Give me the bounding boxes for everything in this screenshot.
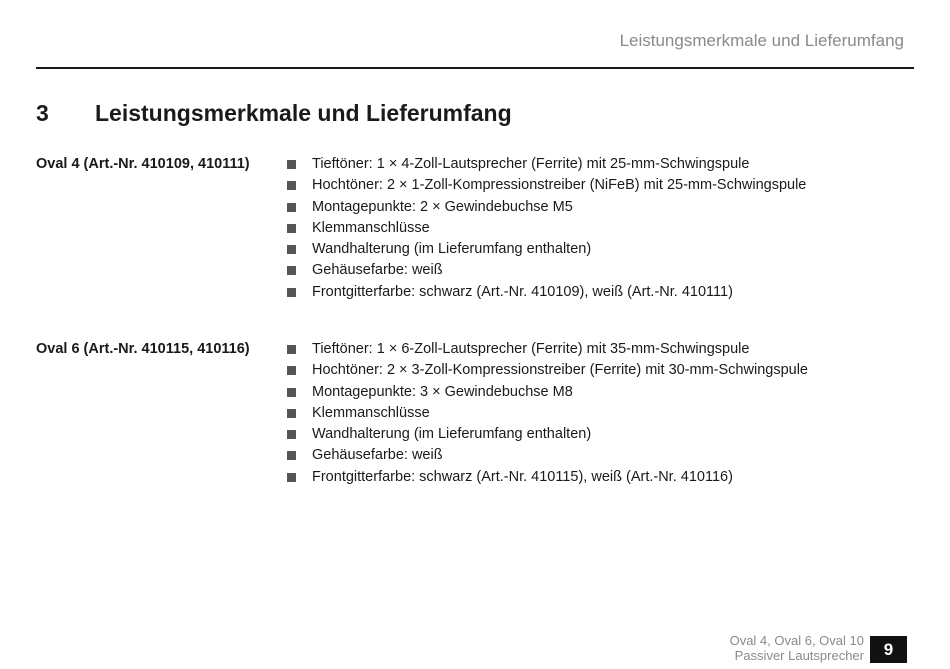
list-item xyxy=(287,382,808,403)
square-bullet-icon xyxy=(287,345,296,354)
square-bullet-icon xyxy=(287,266,296,275)
list-item-text: Wandhalterung (im Lieferumfang enthalten) xyxy=(312,426,592,443)
list-item-text: Montagepunkte: 3 × Gewindebuchse M8 xyxy=(312,383,573,400)
square-bullet-icon xyxy=(287,203,296,212)
header-divider xyxy=(36,67,914,69)
square-bullet-icon xyxy=(287,430,296,439)
list-item-text: Hochtöner: 2 × 3-Zoll-Kompressionstreiber (Ferrite) mit 30-mm-Schwingspule xyxy=(312,362,808,379)
list-item xyxy=(287,360,808,381)
list-item xyxy=(287,282,806,303)
square-bullet-icon xyxy=(287,388,296,397)
list-item xyxy=(287,175,806,196)
list-item xyxy=(287,403,808,424)
list-item-text: Tieftöner: 1 × 4-Zoll-Lautsprecher (Ferrite) mit 25-mm-Schwingspule xyxy=(312,156,750,172)
list-item-text: Gehäusefarbe: weiß xyxy=(312,262,443,279)
square-bullet-icon xyxy=(287,409,296,418)
list-item xyxy=(287,424,808,445)
list-item xyxy=(287,154,806,175)
list-item-text: Montagepunkte: 2 × Gewindebuchse M5 xyxy=(312,198,573,215)
chapter-title: Leistungsmerkmale und Lieferumfang xyxy=(95,100,512,126)
list-item-text: Frontgitterfarbe: schwarz (Art.-Nr. 410109), weiß (Art.-Nr. 410111) xyxy=(312,283,733,300)
list-item-text: Klemmanschlüsse xyxy=(312,219,430,236)
square-bullet-icon xyxy=(287,288,296,297)
list-item xyxy=(287,218,806,239)
square-bullet-icon xyxy=(287,224,296,233)
list-item-text: Klemmanschlüsse xyxy=(312,404,430,421)
square-bullet-icon xyxy=(287,245,296,254)
footer-product-line: Oval 4, Oval 6, Oval 10 xyxy=(729,633,864,648)
feature-list xyxy=(287,154,806,303)
footer-product-info xyxy=(730,634,864,663)
square-bullet-icon xyxy=(287,366,296,375)
chapter-heading xyxy=(36,100,512,127)
page-number: 9 xyxy=(870,636,907,663)
list-item xyxy=(287,197,806,218)
list-item-text: Frontgitterfarbe: schwarz (Art.-Nr. 410115), weiß (Art.-Nr. 410116) xyxy=(312,468,733,485)
feature-list xyxy=(287,339,808,488)
list-item xyxy=(287,467,808,488)
footer-product-type: Passiver Lautsprecher xyxy=(734,647,864,663)
list-item-text: Wandhalterung (im Lieferumfang enthalten) xyxy=(312,241,592,258)
section-label: Oval 6 (Art.-Nr. 410115, 410116) xyxy=(36,341,250,357)
square-bullet-icon xyxy=(287,473,296,482)
list-item xyxy=(287,239,806,260)
square-bullet-icon xyxy=(287,181,296,190)
list-item-text: Tieftöner: 1 × 6-Zoll-Lautsprecher (Ferrite) mit 35-mm-Schwingspule xyxy=(312,341,750,357)
list-item xyxy=(287,445,808,466)
square-bullet-icon xyxy=(287,451,296,460)
running-header-title: Leistungsmerkmale und Lieferumfang xyxy=(619,31,904,50)
list-item xyxy=(287,339,808,360)
list-item-text: Hochtöner: 2 × 1-Zoll-Kompressionstreiber (NiFeB) mit 25-mm-Schwingspule xyxy=(312,177,807,194)
section-label: Oval 4 (Art.-Nr. 410109, 410111) xyxy=(36,156,250,172)
chapter-number: 3 xyxy=(36,100,49,126)
square-bullet-icon xyxy=(287,160,296,169)
list-item-text: Gehäusefarbe: weiß xyxy=(312,447,443,464)
list-item xyxy=(287,260,806,281)
